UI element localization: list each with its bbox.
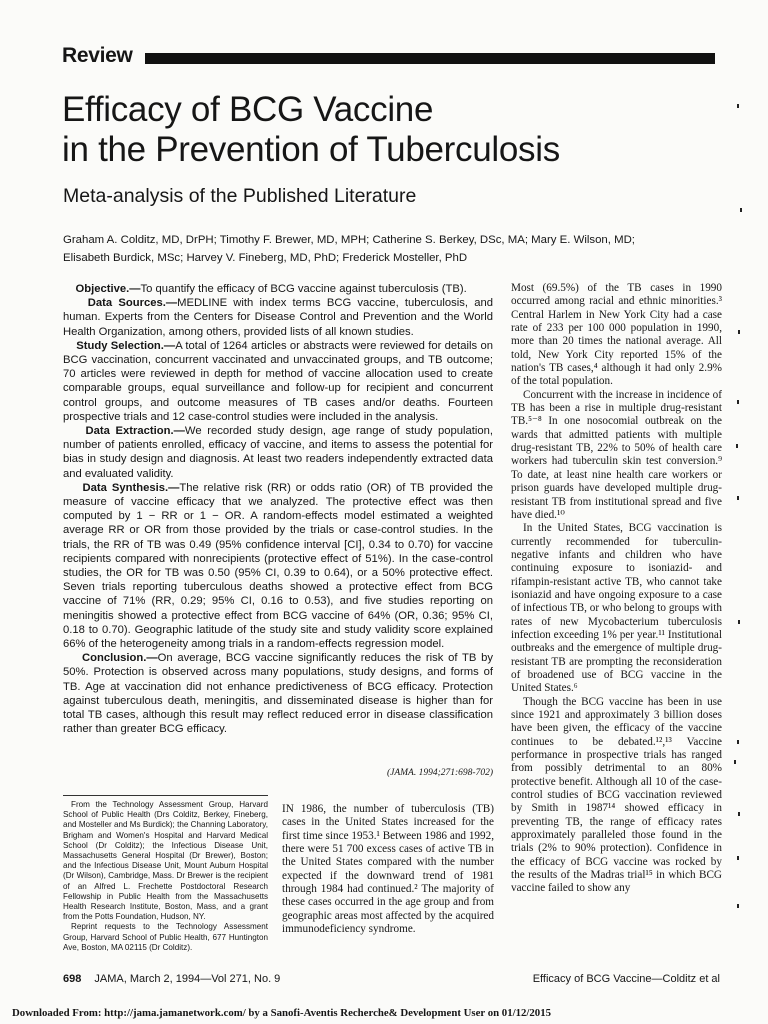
abstract-heading: Data Sources.— [87, 297, 178, 310]
scan-speck [734, 760, 736, 764]
abstract-heading: Objective.— [75, 283, 141, 295]
body-column-right [511, 282, 722, 896]
running-title: Efficacy of BCG Vaccine—Colditz et al [532, 973, 720, 985]
body-paragraph: IN 1986, the number of tuberculosis (TB) cases in the United States increased for the first time since 1953.¹ Between 1986 and 1992, there were 51 700 excess cases of active TB in the United States compared with the number expected if the downward trend of 1981 through 1984 had continued.² The majority of these cases occurred in the age group and from geographic areas most affected by the acquired immunodeficiency syndrome. [282, 803, 494, 936]
abstract-text: The relative risk (RR) or odds ratio (OR) of TB provided the measure of vaccine efficacy that we analyzed. The protective effect was then computed by 1 − RR or 1 − OR. A random-effects model estimated a weighted average RR or OR from those provided by the trials or case-control studies. In the trials, the RR of TB was 0.49 (95% confidence interval [CI], 0.34 to 0.70) for vaccine recipients compared with nonrecipients (protective effect of 51%). In the case-control studies, the OR for TB was 0.50 (95% CI, 0.39 to 0.64), or a 50% protective effect. Seven trials reporting tuberculous deaths showed a protective effect from BCG vaccine of 71% (RR, 0.29; 95% CI, 0.16 to 0.53), and five studies reporting on meningitis showed a protective effect from BCG vaccine of 64% (OR, 0.36; 95% CI, 0.18 to 0.70). Geographic latitude of the study site and study validity score explained 66% of the heterogeneity among trials in a random-effects regression model. [63, 481, 493, 651]
section-rule [145, 53, 715, 64]
body-column-middle [282, 803, 494, 936]
abstract-data-extraction [63, 424, 493, 481]
abstract-heading: Conclusion.— [81, 652, 158, 665]
scan-speck [740, 208, 742, 212]
abstract-heading: Study Selection.— [76, 339, 176, 352]
footnote-paragraph: Reprint requests to the Technology Assessment Group, Harvard School of Public Health, 677 Huntington Ave, Boston, MA 02115 (Dr Colditz). [63, 922, 268, 952]
scan-speck [738, 620, 740, 624]
scan-speck [737, 104, 739, 108]
scan-speck [737, 740, 739, 744]
download-note: Downloaded From: http://jama.jamanetwork.com/ by a Sanofi-Aventis Recherche& Development User on 01/12/2015 [12, 1007, 551, 1019]
body-paragraph: Most (69.5%) of the TB cases in 1990 occurred among racial and ethnic minorities.³ Central Harlem in New York City had a case rate of 233 per 100 000 population in 1990, more than 20 times the national average. All told, New York City reported 15% of the nation's TB cases,⁴ although it had only 2.9% of the total population. [511, 282, 722, 388]
scan-speck [737, 904, 739, 908]
scan-speck [737, 856, 739, 860]
abstract-text: To quantify the efficacy of BCG vaccine against tuberculosis (TB). [140, 283, 467, 295]
journal-issue: JAMA, March 2, 1994—Vol 271, No. 9 [94, 973, 281, 985]
abstract-heading: Data Synthesis.— [82, 481, 180, 494]
footnote-paragraph: From the Technology Assessment Group, Harvard School of Public Health (Drs Colditz, Berkey, Fineberg, and Mosteller and Ms Burdick); the Channing Laboratory, Brigham and Women's Hospital and Harvard Medical School (Dr Colditz); the Infectious Disease Unit, Massachusetts General Hospital (Dr Brewer), Boston; and the Infectious Disease Unit, Mount Auburn Hospital (Dr Wilson), Cambridge, Mass. Dr Brewer is the recipient of an Alfred L. Frechette Postdoctoral Research Fellowship in Public Health from the Massachusetts Health Research Institute, Boston, Mass, and a grant from the Potts Foundation, Hudson, NY. [63, 800, 268, 922]
body-paragraph: Concurrent with the increase in incidence of TB has been a rise in multiple drug-resistant TB.⁵⁻⁸ In one nosocomial outbreak on the wards that admitted patients with multiple drug-resistant TB, 22% to 50% of health care workers had tuberculin skin test conversion.⁹ To date, at least nine health care workers or prison guards have developed multiple drug-resistant TB from institutional spread and five have died.¹⁰ [511, 388, 722, 521]
abstract-text: On average, BCG vaccine significantly reduces the risk of TB by 50%. Protection is observed across many populations, study designs, and forms of TB. Age at vaccination did not enhance predictiveness of BCG efficacy. Protection against tuberculous death, meningitis, and disseminated disease is higher than for total TB cases, although this result may reflect reduced error in disease classification rather than greater BCG efficacy. [63, 652, 493, 736]
scan-speck [737, 496, 739, 500]
scan-speck [737, 400, 739, 404]
page-number: 698 [63, 973, 82, 985]
author-line: Elisabeth Burdick, MSc; Harvey V. Fineberg, MD, PhD; Frederick Mosteller, PhD [63, 252, 468, 264]
author-line: Graham A. Colditz, MD, DrPH; Timothy F. Brewer, MD, MPH; Catherine S. Berkey, DSc, MA; Mary E. Wilson, MD; [63, 234, 635, 246]
body-paragraph: In the United States, BCG vaccination is currently recommended for tuberculin-negative infants and children who have continuing exposure to isoniazid- and rifampin-resistant active TB, who cannot take isoniazid and have ongoing exposure to a case of infectious TB, or who belong to groups with rates of new Mycobacterium tuberculosis infection exceeding 1% per year.¹¹ Institutional outbreaks and the emergence of multiple drug-resistant TB are prompting the reconsideration of broadened use of BCG vaccine in the United States.⁶ [511, 522, 722, 695]
article-subtitle: Meta-analysis of the Published Literature [63, 185, 417, 207]
scan-speck [738, 330, 740, 334]
article-title [62, 90, 702, 170]
abstract-conclusion [63, 651, 493, 736]
title-line: in the Prevention of Tuberculosis [62, 130, 560, 169]
abstract-objective [63, 282, 493, 296]
abstract-data-synthesis [63, 481, 493, 651]
abstract-study-selection [63, 339, 493, 424]
body-paragraph: Though the BCG vaccine has been in use since 1921 and approximately 3 billion doses have been given, the efficacy of the vaccine continues to be debated.¹²,¹³ Vaccine performance in prospective trials has ranged from possibly detrimental to an 80% protective benefit. Although all 10 of the case-control studies of BCG vaccination reviewed by Smith in 1987¹⁴ showed efficacy in preventing TB, the range of efficacy rates approximately paralleled those found in the trials (2% to 90% protection). Confidence in the efficacy of BCG vaccine was rocked by the results of the Madras trial¹⁵ in which BCG vaccine failed to show any [511, 695, 722, 895]
abstract [63, 282, 493, 737]
scan-speck [738, 812, 740, 816]
affiliation-footnote [63, 800, 268, 953]
title-line: Efficacy of BCG Vaccine [62, 90, 434, 129]
page-folio [63, 973, 280, 985]
author-list [63, 231, 713, 267]
abstract-heading: Data Extraction.— [85, 425, 185, 438]
abstract-text: A total of 1264 articles or abstracts were reviewed for details on BCG vaccination, concurrent vaccinated and unvaccinated groups, and TB outcome; 70 articles were reviewed in depth for method of vaccine allocation used to create comparable groups, equal surveillance and follow-up for recipient and concurrent control groups, and outcome measures of TB cases and/or deaths. Fourteen prospective trials and 12 case-control studies were included in the analysis. [63, 339, 493, 423]
scan-speck [736, 444, 738, 448]
section-label: Review [62, 44, 133, 67]
journal-citation: (JAMA. 1994;271:698-702) [386, 768, 493, 778]
abstract-text: MEDLINE with index terms BCG vaccine, tuberculosis, and human. Experts from the Centers for Disease Control and Prevention and the World Health Organization, among others, provided lists of all known studies. [63, 297, 493, 338]
abstract-text: We recorded study design, age range of study population, number of patients enrolled, efficacy of vaccine, and items to assess the potential for bias in study design and diagnosis. At least two readers independently extracted data and evaluated validity. [63, 425, 493, 480]
footnote-rule [63, 795, 268, 796]
abstract-data-sources [63, 296, 493, 339]
